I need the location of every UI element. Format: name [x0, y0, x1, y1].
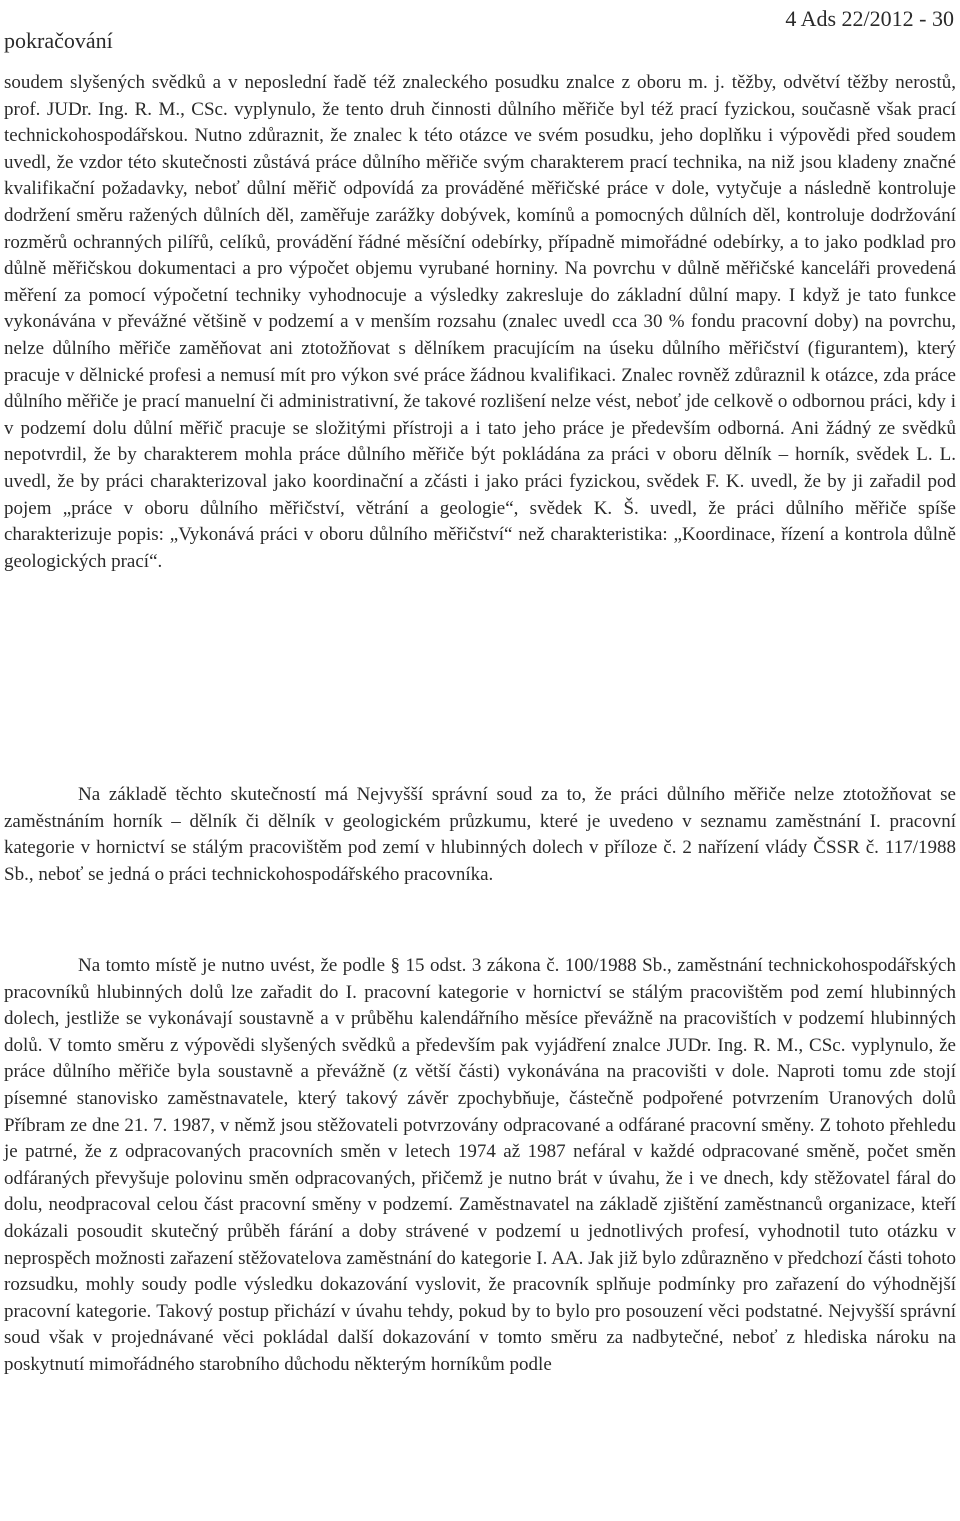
paragraph-text: soudem slyšených svědků a v neposlední řadě též znaleckého posudku znalce z oboru m. j. těžby, odvětví těžby nerostů, prof. JUDr. Ing. R. M., CSc. vyplynulo, že tento druh činnosti důlního měřiče byl též prací fyzickou, současně však prací technickohospodářskou. Nutno zdůraznit, že znalec k této otázce ve svém posudku, jeho doplňku i výpovědi před soudem uvedl, že vzdor této skutečnosti zůstává práce důlního měřiče svým charakterem prací technika, na niž jsou kladeny značné kvalifikační požadavky, neboť důlní měřič odpovídá za prováděné měřičské práce v dole, vytyčuje a následně kontroluje dodržení směru ražených důlních děl, zaměřuje zarážky dobývek, komínů a pomocných důlních děl, kontroluje dodržování rozměrů ochranných pilířů, celíků, provádění řádné měsíční odebírky, případně mimořádné odebírky, a to jako podklad pro důlně měřičskou dokumentaci a pro výpočet objemu vyrubané horniny. Na povrchu v důlně měřičské kanceláři provedená měření za pomocí výpočetní techniky vyhodnocuje a výsledky zakresluje do základní důlní mapy. I když je tato funkce vykonávána v převážné většině v podzemí a v menším rozsahu (znalec uvedl cca 30 % fondu pracovní doby) na povrchu, nelze důlního měřiče zaměňovat ani ztotožňovat s dělníkem pracujícím na úseku důlního měřičství (figurantem), který pracuje v dělnické profesi a nemusí mít pro výkon své práce žádnou kvalifikaci. Znalec rovněž zdůraznil k otázce, zda práce důlního měřiče je prací manuelní či administrativní, že takové rozlišení nelze vést, neboť jde celkově o odbornou práci, kdy i v podzemí dolu důlní měřič pracuje se složitými přístroji a i tato jeho práce je především odborná. Ani žádný ze svědků nepotvrdil, že by charakterem mohla práce důlního měřiče být pokládána za práci v oboru dělník – horník, svědek L. L. uvedl, že by práci charakterizoval jako koordinační a zčásti i jako práci fyzickou, svědek F. K. uvedl, že by ji zařadil pod pojem „práce v oboru důlního měřičství, větrání a geologie“, svědek K. Š. uvedl, že práci důlního měřiče spíše charakterizuje popis: „Vykonává práci v oboru důlního měřičství“ než charakteristika: „Koordinace, řízení a kontrola důlně geologických prací“. [4, 72, 956, 572]
paragraph [4, 70, 956, 575]
paragraph-text: Na tomto místě je nutno uvést, že podle § 15 odst. 3 zákona č. 100/1988 Sb., zaměstnání technickohospodářských pracovníků hlubinných dolů lze zařadit do I. pracovní kategorie v hornictví se stálým pracovištěm pod zemí hlubinných dolech, jestliže se vykonávají soustavně a v průběhu kalendářního měsíce převážně na pracovištích v podzemí hlubinných dolů. V tomto směru z výpovědi slyšených svědků a především pak vyjádření znalce JUDr. Ing. R. M., CSc. vyplynulo, že práce důlního měřiče byla soustavně a převážně (z větší části) vykonávána na pracovišti v dole. Naproti tomu zde stojí písemné stanovisko zaměstnavatele, který takový závěr zpochybňuje, částečně podpořené potvrzením Uranových dolů Příbram ze dne 21. 7. 1987, v němž jsou stěžovateli potvrzovány odpracované a odfárané pracovní směny. Z tohoto přehledu je patrné, že z odpracovaných pracovních směn v letech 1974 až 1987 nefáral v každé odpracované směně, počet směn odfáraných převyšuje polovinu směn odpracovaných, přičemž je nutno brát v úvahu, že i ve dnech, kdy stěžovatel fáral do dolu, neodpracoval celou část pracovní směny v podzemí. Zaměstnavatel na základě zjištění zaměstnanců organizace, kteří dokázali posoudit skutečný průběh fárání a doby strávené v podzemí u jednotlivých profesí, vyhodnotil tuto otázku v neprospěch možnosti zařazení stěžovatelova zaměstnání do kategorie I. AA. Jak již bylo zdůrazněno v předchozí části tohoto rozsudku, mohly soudy podle výsledku dokazování vyslovit, že pracovník splňuje podmínky pro zařazení do výhodnější pracovní kategorie. Takový postup přichází v úvahu tehdy, pokud by to bylo pro posouzení věci podstatné. Nejvyšší správní soud však v projednávané věci pokládal další dokazování v tomto směru za nadbytečné, neboť z hlediska nároku na poskytnutí mimořádného starobního důchodu některým horníkům podle [4, 955, 956, 1375]
case-number: 4 Ads 22/2012 - 30 [785, 6, 954, 31]
paragraph [4, 953, 956, 1379]
paragraph-text: Na základě těchto skutečností má Nejvyšší správní soud za to, že práci důlního měřiče nelze ztotožňovat se zaměstnáním horník – dělník či dělník v geologickém průzkumu, které je uvedeno v seznamu zaměstnání I. pracovní kategorie v hornictví se stálým pracovištěm pod zemí v hlubinných dolech v příloze č. 2 nařízení vlády ČSSR č. 117/1988 Sb., neboť se jedná o práci technickohospodářského pracovníka. [4, 784, 956, 885]
continuation-label: pokračování [4, 28, 113, 53]
paragraph [4, 782, 956, 888]
